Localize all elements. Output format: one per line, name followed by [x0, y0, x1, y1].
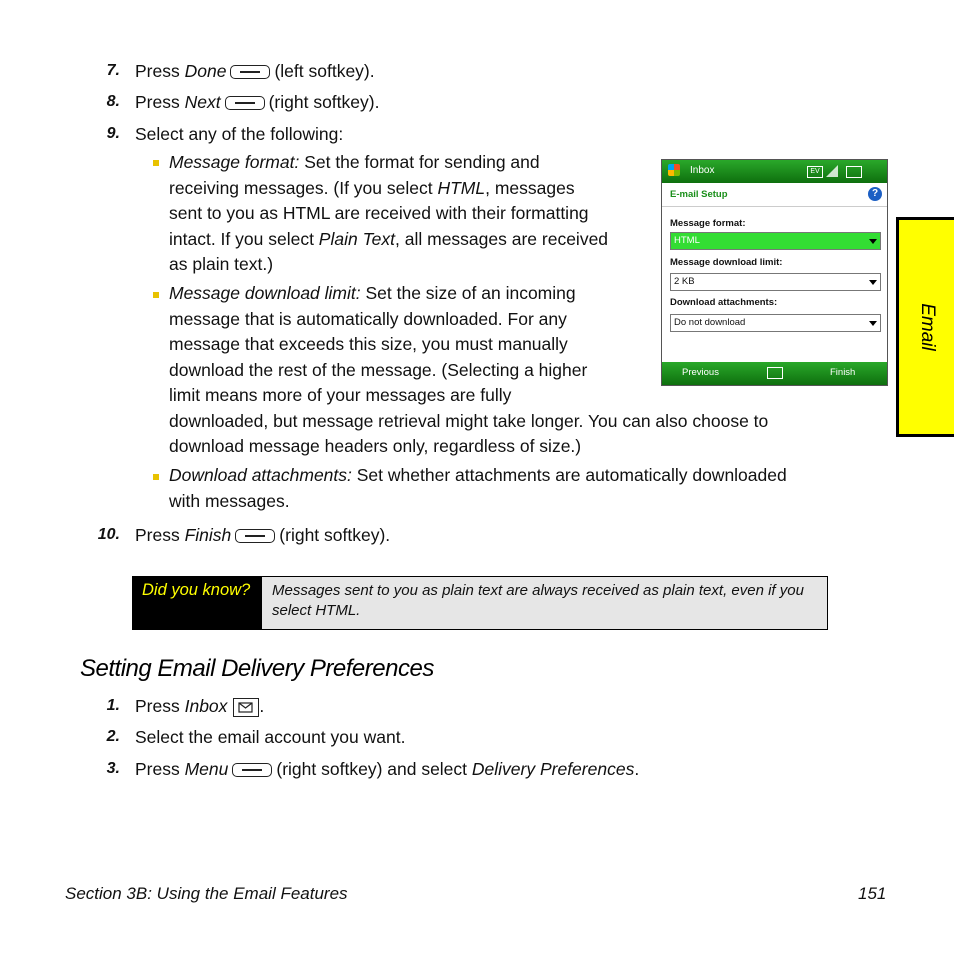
bullet-1-line-5: as plain text.): [169, 254, 274, 274]
plain-text-term: Plain Text: [318, 228, 396, 249]
bullet-2-line-5: limit means more of your messages are fully: [169, 385, 512, 405]
step-7: [135, 60, 375, 82]
message-download-limit-term: Message download limit:: [169, 283, 361, 303]
download-limit-value: 2 KB: [674, 276, 695, 287]
phone-title-bar: [662, 160, 887, 183]
section-heading: Setting Email Delivery Preferences: [80, 655, 434, 682]
step-1-pre: Press: [135, 696, 185, 716]
bullet-2-line-6: downloaded, but message retrieval might take longer. You can also choose to: [169, 410, 769, 431]
message-format-term: Message format:: [169, 152, 300, 172]
side-tab-background: [899, 220, 954, 434]
step-1-post: .: [259, 696, 265, 716]
step-2-number: 2.: [106, 728, 120, 745]
step-2-text: Select the email account you want.: [135, 727, 406, 747]
phone-screenshot: [661, 159, 888, 386]
bullet-2-line-7: download message headers only, regardless of size.): [169, 436, 582, 456]
download-attachments-term: Download attachments:: [169, 465, 352, 485]
step-10-post: (right softkey).: [279, 525, 391, 545]
step-8-pre: Press: [135, 92, 185, 112]
step-3-pre: Press: [135, 759, 185, 779]
battery-icon: [846, 166, 862, 178]
step-1: [135, 695, 264, 717]
bullet-icon: [153, 474, 159, 480]
bullet-2-line-3: message that exceeds this size, you must manually: [169, 334, 568, 354]
left-softkey-icon: [230, 65, 270, 79]
step-9-text: Select any of the following:: [135, 124, 344, 144]
did-you-know-box: [132, 576, 828, 630]
bullet-3-line-2: with messages.: [169, 490, 290, 511]
inbox-envelope-icon: [233, 698, 259, 717]
step-3-mid: (right softkey) and select: [276, 759, 472, 779]
keyboard-icon[interactable]: [767, 367, 783, 379]
chevron-down-icon: [869, 280, 877, 285]
step-8-number: 8.: [106, 93, 120, 110]
bullet-1-line-4b: , all messages are received: [395, 228, 609, 249]
bullet-icon: [153, 160, 159, 166]
bullet-1-line-1: Set the format for sending and: [299, 152, 540, 172]
message-format-select[interactable]: [670, 232, 881, 250]
email-setup-title: E-mail Setup: [670, 189, 728, 200]
right-softkey-icon: [225, 96, 265, 110]
download-attachments-label: Download attachments:: [670, 297, 778, 308]
step-9-number: 9.: [106, 125, 120, 142]
chevron-down-icon: [869, 239, 877, 244]
help-icon[interactable]: ?: [868, 187, 882, 201]
step-3-post: .: [634, 759, 640, 779]
delivery-preferences-label: Delivery Preferences: [471, 759, 635, 779]
menu-label: Menu: [184, 759, 229, 779]
step-10-number: 10.: [97, 526, 120, 543]
signal-bars-icon: [825, 164, 839, 178]
previous-softkey[interactable]: Previous: [682, 367, 719, 378]
download-attachments-value: Do not download: [674, 317, 746, 328]
download-attachments-select[interactable]: [670, 314, 881, 332]
step-3: [135, 758, 639, 780]
download-limit-select[interactable]: [670, 273, 881, 291]
phone-softkey-bar: [662, 362, 887, 385]
bullet-2-line-2: message that is automatically downloaded. For any: [169, 308, 567, 329]
step-3-number: 3.: [106, 760, 120, 777]
side-tab-label: Email: [916, 303, 938, 351]
finish-label: Finish: [184, 525, 232, 545]
footer-section: Section 3B: Using the Email Features: [65, 884, 348, 903]
step-7-post: (left softkey).: [274, 61, 375, 81]
inbox-label: Inbox: [184, 696, 228, 716]
right-softkey-icon: [235, 529, 275, 543]
download-limit-label: Message download limit:: [670, 257, 783, 268]
bullet-1-line-3: sent to you as HTML are received with their formatting: [169, 203, 589, 223]
step-8-post: (right softkey).: [268, 92, 380, 112]
phone-title: Inbox: [690, 165, 715, 176]
step-10: [135, 524, 390, 546]
step-8: [135, 91, 379, 113]
phone-setup-header: [662, 183, 887, 207]
did-you-know-text: Messages sent to you as plain text are always received as plain text, even if you select HTML.: [272, 582, 804, 619]
html-term: HTML: [437, 177, 486, 198]
step-7-number: 7.: [106, 62, 120, 79]
message-format-value: HTML: [674, 235, 700, 246]
bullet-1-line-2b: , messages: [485, 177, 575, 198]
message-format-label: Message format:: [670, 218, 746, 229]
chevron-down-icon: [869, 321, 877, 326]
step-1-number: 1.: [106, 697, 120, 714]
step-10-pre: Press: [135, 525, 185, 545]
page-number: 151: [858, 884, 887, 903]
bullet-2-line-4: download the rest of the message. (Selecting a higher: [169, 359, 588, 380]
bullet-download-attachments: [169, 463, 889, 514]
bullet-2-line-1: Set the size of an incoming: [360, 283, 576, 303]
bullet-3-line-1: Set whether attachments are automatically downloaded: [351, 465, 787, 485]
finish-softkey[interactable]: Finish: [830, 367, 856, 378]
step-7-pre: Press: [135, 61, 185, 81]
did-you-know-label-box: [133, 577, 262, 629]
did-you-know-label: Did you know?: [142, 581, 251, 599]
chapter-side-tab: [896, 217, 954, 437]
windows-start-icon: [668, 164, 680, 176]
next-label: Next: [184, 92, 221, 112]
right-softkey-icon: [232, 763, 272, 777]
bullet-message-format: [169, 150, 649, 278]
done-label: Done: [184, 61, 227, 81]
bullet-1-line-2a: receiving messages. (If you select: [169, 177, 438, 198]
signal-status-icon: EV: [807, 166, 823, 178]
bullet-icon: [153, 292, 159, 298]
bullet-1-line-4a: intact. If you select: [169, 228, 319, 249]
